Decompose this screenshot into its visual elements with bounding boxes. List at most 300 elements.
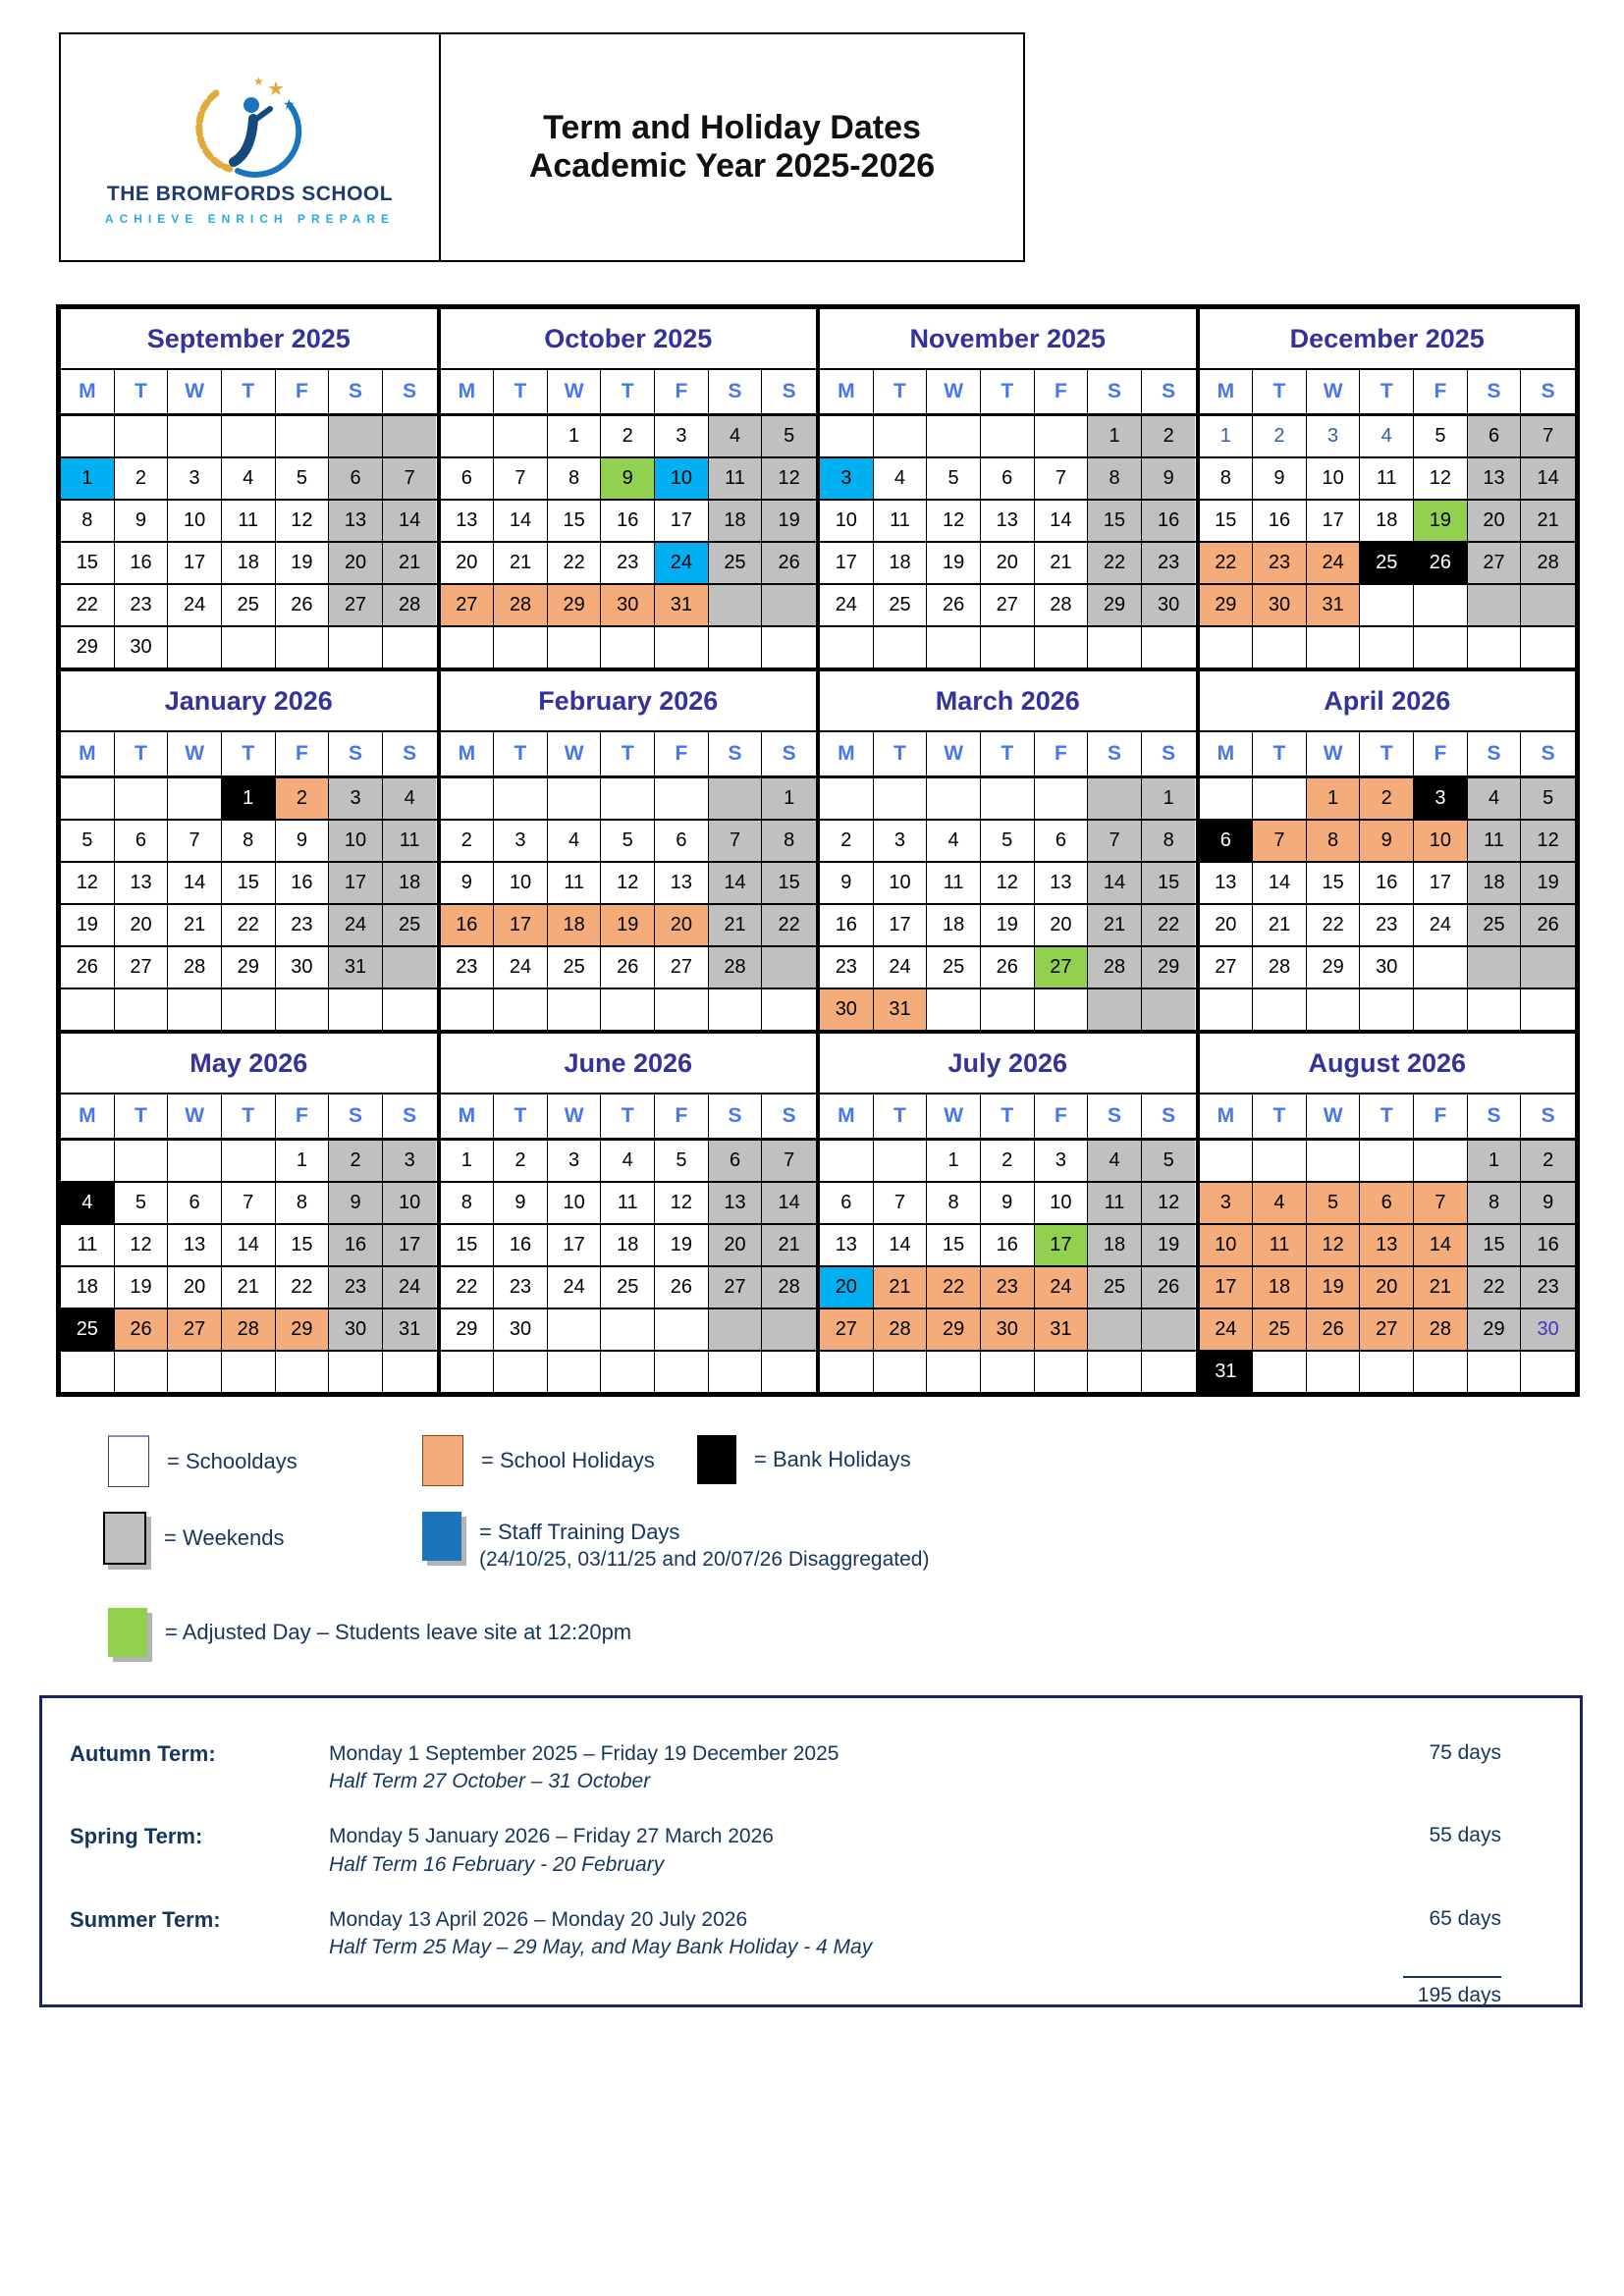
day-cell: 23 [820, 947, 874, 988]
legend-swatch-bank-holidays [697, 1435, 736, 1484]
legend-swatch-adjusted-day [108, 1608, 147, 1657]
day-cell: 12 [981, 863, 1035, 903]
day-cell: 12 [601, 863, 655, 903]
day-cell: 26 [1521, 905, 1575, 945]
day-cell [441, 989, 495, 1030]
day-cell: 14 [1521, 458, 1575, 499]
week-row [61, 501, 437, 543]
day-cell: 13 [1200, 863, 1254, 903]
day-cell: 27 [981, 585, 1035, 625]
day-cell: 1 [441, 1141, 495, 1181]
week-row [1200, 458, 1576, 501]
day-cell [1307, 989, 1361, 1030]
day-cell [548, 989, 602, 1030]
day-cell: 11 [548, 863, 602, 903]
day-cell: 13 [441, 501, 495, 541]
day-cell [820, 627, 874, 667]
day-cell: 3 [548, 1141, 602, 1181]
day-cell: 7 [762, 1141, 816, 1181]
day-of-week-header: T [1360, 1095, 1414, 1138]
day-cell [1142, 989, 1196, 1030]
day-of-week-header: W [1307, 370, 1361, 413]
day-cell: 18 [927, 905, 981, 945]
day-cell: 22 [222, 905, 276, 945]
day-of-week-header: S [709, 732, 763, 775]
day-of-week-header: M [61, 1095, 115, 1138]
day-cell [494, 989, 548, 1030]
day-cell: 11 [1253, 1225, 1307, 1265]
month-october-2025 [439, 307, 819, 669]
day-of-week-header: S [709, 370, 763, 413]
day-of-week-header: M [820, 1095, 874, 1138]
day-of-week-row [61, 1095, 437, 1141]
week-row [820, 1309, 1196, 1352]
day-cell [1200, 1141, 1254, 1181]
day-cell [709, 627, 763, 667]
day-of-week-header: T [981, 732, 1035, 775]
day-cell [874, 1141, 928, 1181]
day-of-week-header: S [762, 370, 816, 413]
day-cell: 28 [1088, 947, 1142, 988]
day-of-week-header: M [441, 732, 495, 775]
day-cell: 12 [927, 501, 981, 541]
day-cell: 1 [276, 1141, 330, 1181]
legend-item-bank-holidays [697, 1435, 911, 1484]
day-cell: 29 [1088, 585, 1142, 625]
day-cell [494, 778, 548, 819]
week-row [1200, 585, 1576, 627]
week-row [820, 1141, 1196, 1183]
day-cell: 29 [1200, 585, 1254, 625]
month-march-2026 [818, 669, 1198, 1032]
day-cell: 19 [601, 905, 655, 945]
month-may-2026 [59, 1032, 439, 1394]
day-cell: 28 [1521, 543, 1575, 583]
day-of-week-header: S [762, 1095, 816, 1138]
day-cell: 26 [115, 1309, 169, 1350]
day-cell [927, 989, 981, 1030]
day-cell [762, 947, 816, 988]
day-cell [329, 627, 383, 667]
day-cell: 5 [1307, 1183, 1361, 1223]
day-cell: 8 [61, 501, 115, 541]
day-cell: 28 [762, 1267, 816, 1308]
day-cell: 27 [441, 585, 495, 625]
day-cell: 6 [1360, 1183, 1414, 1223]
week-row [441, 989, 817, 1030]
day-cell: 4 [709, 416, 763, 456]
day-cell: 13 [709, 1183, 763, 1223]
day-cell: 19 [1521, 863, 1575, 903]
day-cell: 20 [655, 905, 709, 945]
week-row [441, 1225, 817, 1267]
day-of-week-header: W [548, 1095, 602, 1138]
day-cell: 4 [601, 1141, 655, 1181]
half-term-dates: Half Term 25 May – 29 May, and May Bank Holiday - 4 May [329, 1935, 873, 1958]
day-cell: 27 [820, 1309, 874, 1350]
day-cell: 6 [168, 1183, 222, 1223]
day-cell: 13 [820, 1225, 874, 1265]
day-cell: 2 [1253, 416, 1307, 456]
day-cell [441, 1352, 495, 1392]
day-cell [981, 416, 1035, 456]
day-cell: 1 [222, 778, 276, 819]
day-of-week-header: S [1468, 1095, 1522, 1138]
day-cell: 7 [1253, 821, 1307, 861]
week-row [61, 1141, 437, 1183]
day-cell: 8 [548, 458, 602, 499]
day-cell: 28 [494, 585, 548, 625]
day-cell: 25 [222, 585, 276, 625]
day-cell: 2 [494, 1141, 548, 1181]
day-cell: 14 [383, 501, 437, 541]
day-cell: 20 [1200, 905, 1254, 945]
day-cell: 28 [1253, 947, 1307, 988]
day-cell: 7 [709, 821, 763, 861]
day-cell: 15 [1142, 863, 1196, 903]
day-cell [1088, 1309, 1142, 1350]
day-cell: 3 [655, 416, 709, 456]
day-cell [115, 416, 169, 456]
day-cell: 18 [383, 863, 437, 903]
day-cell: 9 [601, 458, 655, 499]
day-cell: 7 [383, 458, 437, 499]
day-cell: 18 [874, 543, 928, 583]
day-of-week-header: W [927, 370, 981, 413]
week-row [820, 458, 1196, 501]
day-cell: 27 [329, 585, 383, 625]
day-cell: 18 [1468, 863, 1522, 903]
day-cell: 16 [276, 863, 330, 903]
day-cell: 14 [762, 1183, 816, 1223]
day-cell [168, 416, 222, 456]
day-cell: 18 [709, 501, 763, 541]
term-label: Spring Term: [70, 1824, 203, 1849]
day-cell [61, 1141, 115, 1181]
day-cell: 4 [1253, 1183, 1307, 1223]
day-cell: 24 [1414, 905, 1468, 945]
day-cell: 10 [1035, 1183, 1089, 1223]
day-cell [709, 1309, 763, 1350]
school-logo-graphic [169, 76, 331, 179]
day-cell: 19 [1414, 501, 1468, 541]
day-cell: 21 [709, 905, 763, 945]
day-cell [1035, 778, 1089, 819]
day-cell: 26 [1142, 1267, 1196, 1308]
day-cell: 19 [276, 543, 330, 583]
day-of-week-header: S [1521, 1095, 1575, 1138]
day-cell: 15 [276, 1225, 330, 1265]
day-cell [601, 1352, 655, 1392]
day-cell: 3 [1200, 1183, 1254, 1223]
month-title: August 2026 [1200, 1034, 1576, 1095]
day-of-week-header: S [329, 1095, 383, 1138]
day-of-week-row [61, 370, 437, 416]
month-title: December 2025 [1200, 309, 1576, 370]
day-cell: 27 [709, 1267, 763, 1308]
day-of-week-header: T [1253, 732, 1307, 775]
term-dates: Monday 13 April 2026 – Monday 20 July 2026 Half Term 25 May – 29 May, and May Bank Holiday - 4 May [329, 1907, 1354, 1959]
day-cell [655, 989, 709, 1030]
day-cell [329, 416, 383, 456]
day-cell: 12 [1414, 458, 1468, 499]
day-of-week-header: T [601, 370, 655, 413]
week-row [61, 1352, 437, 1392]
day-of-week-header: F [1414, 370, 1468, 413]
term-dates-box [39, 1695, 1583, 2007]
day-cell: 22 [276, 1267, 330, 1308]
day-cell: 30 [329, 1309, 383, 1350]
day-cell: 29 [1142, 947, 1196, 988]
day-of-week-header: T [115, 732, 169, 775]
day-cell: 16 [820, 905, 874, 945]
day-of-week-header: T [601, 732, 655, 775]
day-cell [820, 1141, 874, 1181]
day-cell: 25 [61, 1309, 115, 1350]
legend-swatch-school-holidays [422, 1435, 463, 1486]
day-cell: 29 [441, 1309, 495, 1350]
school-name: THE BROMFORDS SCHOOL [106, 182, 394, 205]
day-cell: 18 [601, 1225, 655, 1265]
day-cell: 31 [383, 1309, 437, 1350]
day-cell: 17 [1414, 863, 1468, 903]
day-cell: 8 [927, 1183, 981, 1223]
day-cell: 2 [601, 416, 655, 456]
week-row [61, 585, 437, 627]
day-of-week-header: F [276, 370, 330, 413]
day-cell: 18 [548, 905, 602, 945]
day-cell: 24 [1307, 543, 1361, 583]
day-cell: 3 [383, 1141, 437, 1181]
legend-label: = School Holidays [481, 1448, 655, 1472]
day-cell: 7 [494, 458, 548, 499]
day-cell: 17 [383, 1225, 437, 1265]
day-of-week-header: S [383, 370, 437, 413]
day-cell: 21 [1521, 501, 1575, 541]
day-of-week-header: T [494, 370, 548, 413]
day-cell [762, 585, 816, 625]
day-cell: 16 [1142, 501, 1196, 541]
day-of-week-header: S [1142, 732, 1196, 775]
day-cell: 23 [1142, 543, 1196, 583]
day-of-week-header: M [441, 370, 495, 413]
day-cell: 24 [494, 947, 548, 988]
day-of-week-header: T [874, 370, 928, 413]
day-cell [494, 627, 548, 667]
day-cell [655, 1309, 709, 1350]
day-cell [1414, 627, 1468, 667]
week-row [1200, 1225, 1576, 1267]
day-of-week-header: T [222, 370, 276, 413]
day-cell: 30 [494, 1309, 548, 1350]
day-cell: 27 [655, 947, 709, 988]
day-cell: 13 [168, 1225, 222, 1265]
day-cell [1035, 416, 1089, 456]
day-cell: 1 [61, 458, 115, 499]
day-cell: 13 [1035, 863, 1089, 903]
day-cell [1521, 627, 1575, 667]
day-cell: 19 [61, 905, 115, 945]
day-cell: 30 [1253, 585, 1307, 625]
day-cell [115, 1352, 169, 1392]
day-cell: 5 [1521, 778, 1575, 819]
day-cell [115, 778, 169, 819]
day-cell: 12 [1142, 1183, 1196, 1223]
day-cell: 23 [115, 585, 169, 625]
day-cell: 30 [115, 627, 169, 667]
day-cell: 4 [1088, 1141, 1142, 1181]
day-cell [168, 1141, 222, 1181]
day-cell: 9 [1521, 1183, 1575, 1223]
day-cell: 16 [441, 905, 495, 945]
day-cell: 11 [601, 1183, 655, 1223]
week-row [820, 821, 1196, 863]
day-of-week-header: S [1521, 370, 1575, 413]
day-cell [927, 778, 981, 819]
day-cell: 11 [927, 863, 981, 903]
day-cell: 18 [61, 1267, 115, 1308]
term-row-spring-term- [70, 1824, 1501, 1876]
day-cell: 19 [115, 1267, 169, 1308]
day-cell: 15 [222, 863, 276, 903]
day-cell: 13 [1360, 1225, 1414, 1265]
day-cell [276, 1352, 330, 1392]
day-cell [329, 1352, 383, 1392]
day-cell: 27 [1035, 947, 1089, 988]
day-of-week-header: M [1200, 732, 1254, 775]
day-cell: 14 [1088, 863, 1142, 903]
day-cell: 8 [1142, 821, 1196, 861]
day-cell [1253, 627, 1307, 667]
header [59, 32, 1025, 262]
day-of-week-header: W [548, 732, 602, 775]
day-of-week-row [1200, 370, 1576, 416]
day-cell [601, 1309, 655, 1350]
week-row [61, 1183, 437, 1225]
week-row [441, 1267, 817, 1309]
day-cell: 17 [548, 1225, 602, 1265]
month-title: February 2026 [441, 671, 817, 732]
day-of-week-row [820, 732, 1196, 778]
day-cell: 9 [115, 501, 169, 541]
week-row [820, 1225, 1196, 1267]
day-cell: 23 [981, 1267, 1035, 1308]
month-november-2025 [818, 307, 1198, 669]
month-title: July 2026 [820, 1034, 1196, 1095]
month-september-2025 [59, 307, 439, 669]
day-cell [981, 778, 1035, 819]
week-row [61, 416, 437, 458]
day-cell [61, 1352, 115, 1392]
week-row [441, 1309, 817, 1352]
day-cell [1200, 627, 1254, 667]
day-cell: 31 [1200, 1352, 1254, 1392]
week-row [1200, 416, 1576, 458]
legend-item-weekends [103, 1512, 285, 1565]
day-cell: 8 [1088, 458, 1142, 499]
day-cell [601, 778, 655, 819]
day-of-week-header: S [383, 1095, 437, 1138]
day-cell: 13 [981, 501, 1035, 541]
day-cell [494, 1352, 548, 1392]
day-cell: 30 [1360, 947, 1414, 988]
legend-label: = Schooldays [167, 1448, 298, 1473]
day-cell: 23 [441, 947, 495, 988]
day-cell: 20 [709, 1225, 763, 1265]
svg-text:★: ★ [283, 95, 296, 112]
day-cell [1253, 1141, 1307, 1181]
legend-item-staff-training [422, 1512, 929, 1572]
day-of-week-header: M [61, 732, 115, 775]
day-cell [1142, 1352, 1196, 1392]
day-cell: 25 [1468, 905, 1522, 945]
day-cell: 10 [494, 863, 548, 903]
day-cell: 9 [1142, 458, 1196, 499]
day-cell [383, 989, 437, 1030]
day-cell [222, 989, 276, 1030]
day-cell: 21 [383, 543, 437, 583]
day-cell: 9 [820, 863, 874, 903]
page-title: Term and Holiday Dates Academic Year 2025-2026 [528, 109, 936, 185]
day-cell: 24 [168, 585, 222, 625]
day-cell: 20 [1468, 501, 1522, 541]
day-cell: 22 [1142, 905, 1196, 945]
week-row [441, 416, 817, 458]
day-cell [981, 989, 1035, 1030]
day-cell [548, 627, 602, 667]
week-row [61, 1309, 437, 1352]
day-cell [441, 778, 495, 819]
day-cell [820, 1352, 874, 1392]
legend-item-school-holidays [422, 1435, 655, 1486]
day-cell [1088, 989, 1142, 1030]
day-cell: 12 [276, 501, 330, 541]
month-april-2026 [1198, 669, 1578, 1032]
day-cell: 22 [762, 905, 816, 945]
day-cell: 3 [494, 821, 548, 861]
day-cell [168, 778, 222, 819]
day-cell: 22 [1200, 543, 1254, 583]
day-of-week-header: F [1035, 732, 1089, 775]
day-cell: 15 [61, 543, 115, 583]
day-cell: 14 [1253, 863, 1307, 903]
day-cell: 11 [1088, 1183, 1142, 1223]
day-cell: 10 [655, 458, 709, 499]
day-cell: 16 [494, 1225, 548, 1265]
day-cell: 24 [655, 543, 709, 583]
day-cell: 23 [1253, 543, 1307, 583]
day-cell: 15 [1307, 863, 1361, 903]
day-cell [762, 627, 816, 667]
day-cell [1307, 1141, 1361, 1181]
day-cell: 10 [329, 821, 383, 861]
day-cell: 7 [874, 1183, 928, 1223]
legend-label: = Staff Training Days (24/10/25, 03/11/25 and 20/07/26 Disaggregated) [479, 1520, 930, 1571]
day-of-week-header: S [1142, 370, 1196, 413]
day-cell: 26 [927, 585, 981, 625]
day-cell: 25 [548, 947, 602, 988]
day-of-week-header: S [1142, 1095, 1196, 1138]
day-cell: 22 [61, 585, 115, 625]
day-of-week-header: F [655, 1095, 709, 1138]
day-cell [1035, 989, 1089, 1030]
day-of-week-header: W [168, 1095, 222, 1138]
day-cell: 26 [1307, 1309, 1361, 1350]
day-of-week-header: F [1414, 732, 1468, 775]
day-of-week-header: S [709, 1095, 763, 1138]
school-motto: ACHIEVE ENRICH PREPARE [104, 211, 396, 226]
day-cell: 21 [1035, 543, 1089, 583]
